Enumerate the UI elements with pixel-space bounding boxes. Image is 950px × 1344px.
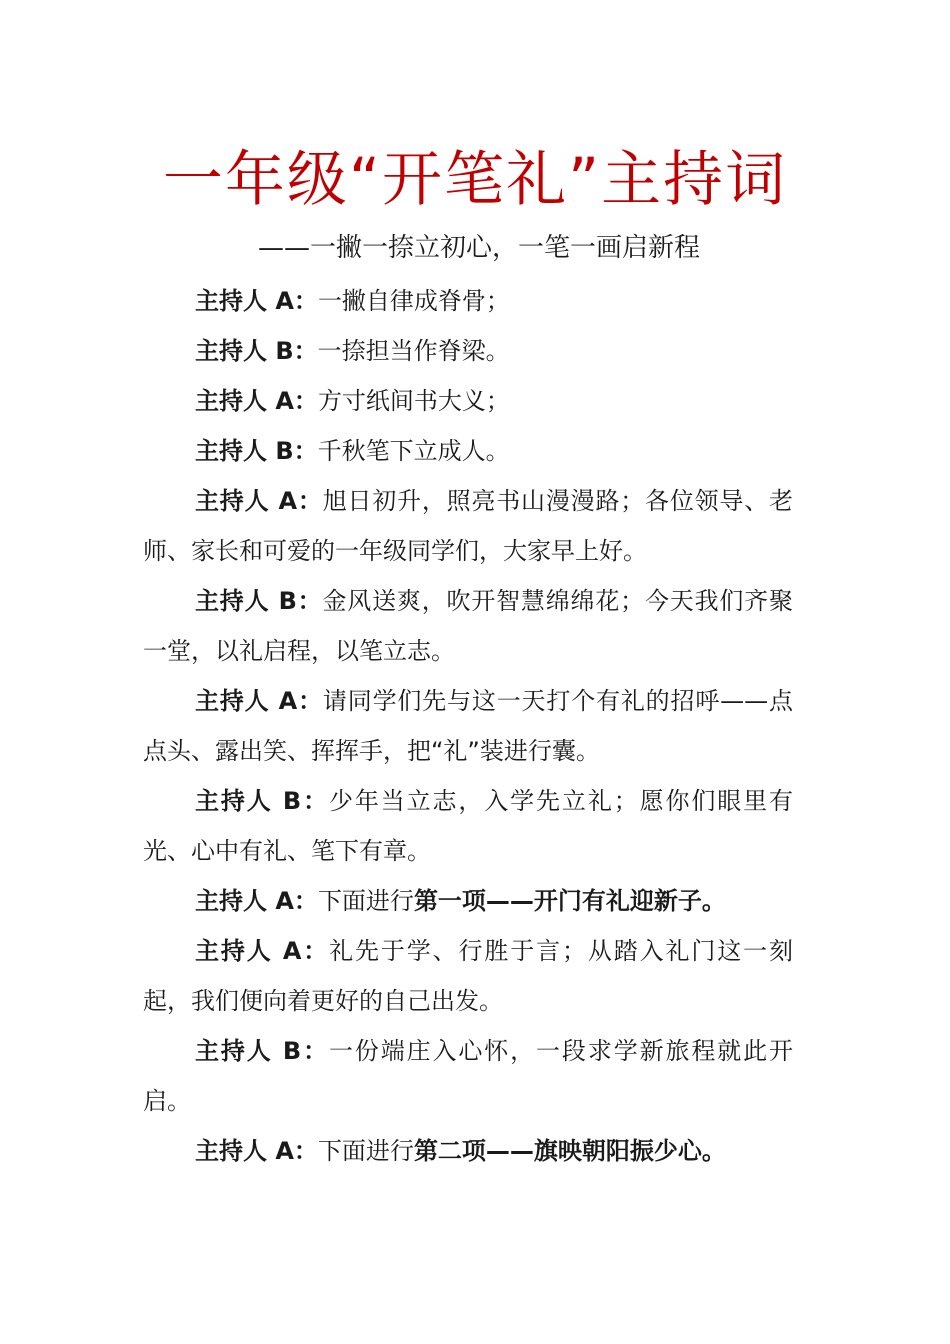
script-paragraph bbox=[143, 1026, 793, 1126]
paragraph-text: 一份端庄入心怀，一段求学新旅程就此开启。 bbox=[143, 1037, 794, 1115]
speaker-label: 主持人 B： bbox=[195, 1037, 329, 1065]
paragraph-text: 礼先于学、行胜于言；从踏入礼门这一刻起，我们便向着更好的自己出发。 bbox=[143, 937, 793, 1015]
speaker-label: 主持人 A： bbox=[195, 387, 318, 415]
speaker-label: 主持人 A： bbox=[195, 937, 330, 965]
script-body bbox=[143, 276, 793, 1176]
paragraph-text: 千秋笔下立成人。 bbox=[317, 437, 510, 465]
agenda-item-title: 第二项——旗映朝阳振少心。 bbox=[413, 1137, 726, 1165]
script-paragraph bbox=[143, 276, 793, 326]
paragraph-text: 金风送爽，吹开智慧绵绵花；今天我们齐聚一堂，以礼启程，以笔立志。 bbox=[143, 587, 793, 665]
paragraph-text: 下面进行 bbox=[317, 1137, 414, 1165]
document-title: 一年级“开笔礼”主持词 bbox=[162, 145, 788, 215]
speaker-label: 主持人 B： bbox=[195, 587, 323, 615]
paragraph-text: 少年当立志，入学先立礼；愿你们眼里有光、心中有礼、笔下有章。 bbox=[143, 787, 794, 865]
script-paragraph bbox=[143, 476, 793, 576]
speaker-label: 主持人 A： bbox=[195, 487, 323, 515]
script-paragraph bbox=[143, 776, 793, 876]
script-paragraph bbox=[143, 426, 793, 476]
document-subtitle: ——一撇一捺立初心，一笔一画启新程 bbox=[257, 233, 700, 263]
paragraph-text: 一捺担当作脊梁。 bbox=[317, 337, 510, 365]
speaker-label: 主持人 B： bbox=[195, 787, 329, 815]
speaker-label: 主持人 B： bbox=[195, 437, 318, 465]
paragraph-text: 一撇自律成脊骨； bbox=[317, 287, 510, 315]
paragraph-text: 请同学们先与这一天打个有礼的招呼——点点头、露出笑、挥挥手，把“礼”装进行囊。 bbox=[143, 687, 793, 765]
speaker-label: 主持人 A： bbox=[195, 887, 318, 915]
speaker-label: 主持人 B： bbox=[195, 337, 318, 365]
script-paragraph bbox=[143, 1126, 793, 1176]
script-paragraph bbox=[143, 376, 793, 426]
speaker-label: 主持人 A： bbox=[195, 687, 323, 715]
paragraph-text: 旭日初升，照亮书山漫漫路；各位领导、老师、家长和可爱的一年级同学们，大家早上好。 bbox=[143, 487, 793, 565]
script-paragraph bbox=[143, 676, 793, 776]
script-paragraph bbox=[143, 876, 793, 926]
speaker-label: 主持人 A： bbox=[195, 1137, 318, 1165]
paragraph-text: 方寸纸间书大义； bbox=[317, 387, 510, 415]
script-paragraph bbox=[143, 926, 793, 1026]
script-paragraph bbox=[143, 576, 793, 676]
script-paragraph bbox=[143, 326, 793, 376]
agenda-item-title: 第一项——开门有礼迎新子。 bbox=[413, 887, 726, 915]
paragraph-text: 下面进行 bbox=[317, 887, 414, 915]
speaker-label: 主持人 A： bbox=[195, 287, 318, 315]
